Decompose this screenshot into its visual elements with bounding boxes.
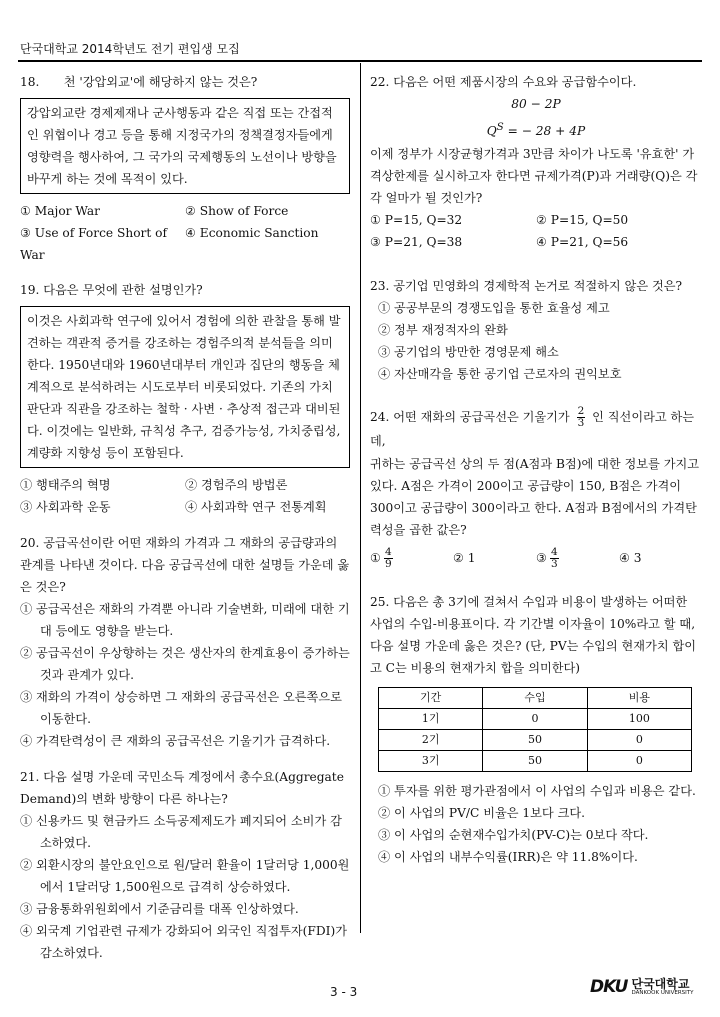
q25-option-1[interactable]: ① 투자를 위한 평가관점에서 이 사업의 수입과 비용은 같다. — [378, 784, 696, 799]
q21-option-4[interactable]: ④ 외국계 기업관련 규제가 강화되어 외국인 직접투자(FDI)가 감소하였다. — [20, 924, 347, 960]
q25-option-3[interactable]: ③ 이 사업의 순현재수입가치(PV-C)는 0보다 작다. — [378, 828, 649, 843]
q24-option-3[interactable] — [536, 543, 619, 573]
left-column — [20, 72, 350, 964]
q21-option-3[interactable]: ③ 금융통화위원회에서 기준금리를 대폭 인상하였다. — [20, 902, 299, 916]
university-logo — [590, 977, 693, 997]
q25-option-4[interactable]: ④ 이 사업의 내부수익률(IRR)은 약 11.8%이다. — [378, 850, 638, 865]
q24-option-3-mark: ③ — [536, 551, 547, 566]
q25-stem: 25. 다음은 총 3기에 걸쳐서 수입과 비용이 발생하는 어떠한 사업의 수입-비용표이다. 각 기간별 이자율이 10%라고 할 때, 다음 설명 가운데 옳은 것은? (단, PV는 수입의 현재가치 합이고 C는 비용의 현재가치 합을 의미한다) — [370, 595, 697, 676]
q18-stem: 18. 천 '강압외교'에 해당하지 않는 것은? — [20, 75, 258, 89]
header-rule — [18, 60, 702, 62]
question-19 — [20, 280, 350, 518]
q22-option-2[interactable]: ② P=15, Q=50 — [536, 213, 629, 228]
q24-o3-num: 4 — [550, 546, 558, 559]
q18-passage-box: 강압외교란 경제제재나 군사행동과 같은 직접 또는 간접적인 위협이나 경고 등을 통해 지정국가의 정책결정자들에게 영향력을 행사하여, 그 국가의 국제행동의 노선이나 방향을 바꾸게 하는 것에 목적이 있다. — [20, 98, 350, 194]
q20-option-3[interactable]: ③ 재화의 가격이 상승하면 그 재화의 공급곡선은 오른쪽으로 이동한다. — [20, 690, 342, 726]
q23-option-3[interactable]: ③ 공기업의 방만한 경영문제 해소 — [378, 345, 559, 360]
q18-option-1[interactable]: ① Major War — [20, 204, 100, 218]
table-cell: 0 — [483, 709, 587, 730]
table-cell: 1기 — [379, 709, 483, 730]
q24-o1-num: 4 — [384, 546, 392, 559]
q24-body: 귀하는 공급곡선 상의 두 점(A점과 B점)에 대한 정보를 가지고 있다. A점은 가격이 200이고 공급량이 150, B점은 가격이 300이고 공급량이 300이라고 한다. A점과 B점에서의 가격탄력성을 곱한 값은? — [370, 457, 700, 538]
q25-th-period: 기간 — [379, 688, 483, 709]
q23-stem: 23. 공기업 민영화의 경제학적 논거로 적절하지 않은 것은? — [370, 279, 683, 294]
question-18 — [20, 72, 350, 266]
q21-option-1[interactable]: ① 신용카드 및 현금카드 소득공제제도가 폐지되어 소비가 감소하였다. — [20, 814, 342, 850]
logo-korean-name: 단국대학교 — [631, 976, 690, 991]
q24-frac-num: 2 — [577, 405, 585, 418]
q23-option-2[interactable]: ② 정부 재정적자의 완화 — [378, 323, 508, 338]
q22-supply-equation — [370, 116, 702, 143]
question-24 — [370, 405, 702, 573]
q23-option-4[interactable]: ④ 자산매각을 통한 공기업 근로자의 권익보호 — [378, 367, 622, 382]
page-number: 3 - 3 — [330, 985, 358, 999]
q22-option-4[interactable]: ④ P=21, Q=56 — [536, 235, 629, 250]
q19-passage-box: 이것은 사회과학 연구에 있어서 경험에 의한 관찰을 통해 발견하는 객관적 증거를 강조하는 경험주의적 분석들을 의미한다. 1950년대와 1960년대부터 개인과 집단의 행동을 체계적으로 분석하려는 시도로부터 비롯되었다. 기존의 가치판단과 직관을 강조하는 철학 · 사변 · 추상적 접근과 대비된다. 이것에는 일반화, 규칙성 추구, 검증가능성, 가치중립성, 계량화 지향성 등이 포함된다. — [20, 306, 350, 468]
table-cell: 0 — [587, 730, 691, 751]
table-row — [379, 730, 692, 751]
table-cell: 100 — [587, 709, 691, 730]
question-22 — [370, 72, 702, 253]
q19-option-4[interactable]: ④ 사회과학 연구 전통계획 — [185, 500, 327, 514]
question-21 — [20, 766, 350, 964]
q24-option-2[interactable]: ② 1 — [453, 551, 476, 566]
q25-th-cost: 비용 — [587, 688, 691, 709]
table-cell: 3기 — [379, 751, 483, 772]
q18-option-4[interactable]: ④ Economic Sanction — [185, 226, 319, 240]
q19-option-3[interactable]: ③ 사회과학 운동 — [20, 500, 111, 514]
q24-stem-a: 24. 어떤 재화의 공급곡선은 기울기가 — [370, 410, 570, 425]
question-25 — [370, 591, 702, 868]
q24-slope-fraction — [577, 406, 586, 429]
q25-th-revenue: 수입 — [483, 688, 587, 709]
table-row — [379, 751, 692, 772]
table-row — [379, 709, 692, 730]
q22-demand-equation: 80 − 2P — [511, 97, 561, 111]
q20-option-1[interactable]: ① 공급곡선은 재화의 가격뿐 아니라 기술변화, 미래에 대한 기대 등에도 영향을 받는다. — [20, 602, 350, 638]
column-divider — [360, 63, 361, 933]
question-20 — [20, 532, 350, 752]
table-cell: 50 — [483, 730, 587, 751]
q22-option-3[interactable]: ③ P=21, Q=38 — [370, 235, 463, 250]
q18-option-2[interactable]: ② Show of Force — [185, 204, 289, 218]
q24-o1-den: 9 — [384, 558, 392, 571]
q24-stem — [370, 405, 702, 453]
q19-option-2[interactable]: ② 경험주의 방법론 — [185, 478, 288, 492]
q21-stem: 21. 다음 설명 가운데 국민소득 계정에서 총수요(Aggregate Demand)의 변화 방향이 다른 하나는? — [20, 770, 344, 806]
right-column — [370, 72, 702, 868]
logo-english-name: DANKOOK UNIVERSITY — [631, 989, 694, 996]
q22-supply-rhs: = − 28 + 4P — [503, 124, 586, 139]
q24-o3-den: 3 — [550, 558, 558, 571]
q22-option-1[interactable]: ① P=15, Q=32 — [370, 213, 463, 228]
q25-revenue-cost-table — [378, 687, 692, 772]
q25-option-2[interactable]: ② 이 사업의 PV/C 비율은 1보다 크다. — [378, 806, 585, 821]
q20-option-4[interactable]: ④ 가격탄력성이 큰 재화의 공급곡선은 기울기가 급격하다. — [20, 734, 331, 748]
q21-option-2[interactable]: ② 외환시장의 불안요인으로 원/달러 환율이 1달러당 1,000원에서 1달러당 1,500원으로 급격히 상승하였다. — [20, 858, 350, 894]
q20-option-2[interactable]: ② 공급곡선이 우상향하는 것은 생산자의 한계효용이 증가하는 것과 관계가 있다. — [20, 646, 350, 682]
exam-header: 단국대학교 2014학년도 전기 편입생 모집 — [20, 42, 240, 56]
q19-option-1[interactable]: ① 행태주의 혁명 — [20, 478, 111, 492]
q19-stem: 19. 다음은 무엇에 관한 설명인가? — [20, 283, 203, 297]
q18-option-3[interactable]: ③ Use of Force Short of War — [20, 226, 167, 262]
q23-option-1[interactable]: ① 공공부문의 경쟁도입을 통한 효율성 제고 — [378, 301, 610, 316]
table-cell: 0 — [587, 751, 691, 772]
q22-stem: 22. 다음은 어떤 제품시장의 수요와 공급함수이다. — [370, 75, 637, 89]
q24-option-4[interactable]: ④ 3 — [619, 551, 642, 566]
q24-frac-den: 3 — [577, 417, 585, 430]
table-cell: 50 — [483, 751, 587, 772]
question-23 — [370, 275, 702, 385]
q20-stem: 20. 공급곡선이란 어떤 재화의 가격과 그 재화의 공급량과의 관계를 나타낸 것이다. 다음 공급곡선에 대한 설명들 가운데 옳은 것은? — [20, 536, 350, 594]
q22-supply-superscript: S — [496, 122, 504, 133]
q24-stem-b: 인 직선이라고 하는데, — [370, 410, 695, 449]
dku-logo-mark: DKU — [590, 977, 628, 997]
q24-option-1[interactable] — [370, 543, 453, 573]
q22-body: 이제 정부가 시장균형가격과 3만큼 차이가 나도록 '유효한' 가격상한제를 실시하고자 한다면 규제가격(P)과 거래량(Q)은 각각 얼마가 될 것인가? — [370, 147, 698, 206]
q22-supply-lhs: Q — [486, 124, 497, 139]
q24-option-1-mark: ① — [370, 551, 381, 566]
table-cell: 2기 — [379, 730, 483, 751]
